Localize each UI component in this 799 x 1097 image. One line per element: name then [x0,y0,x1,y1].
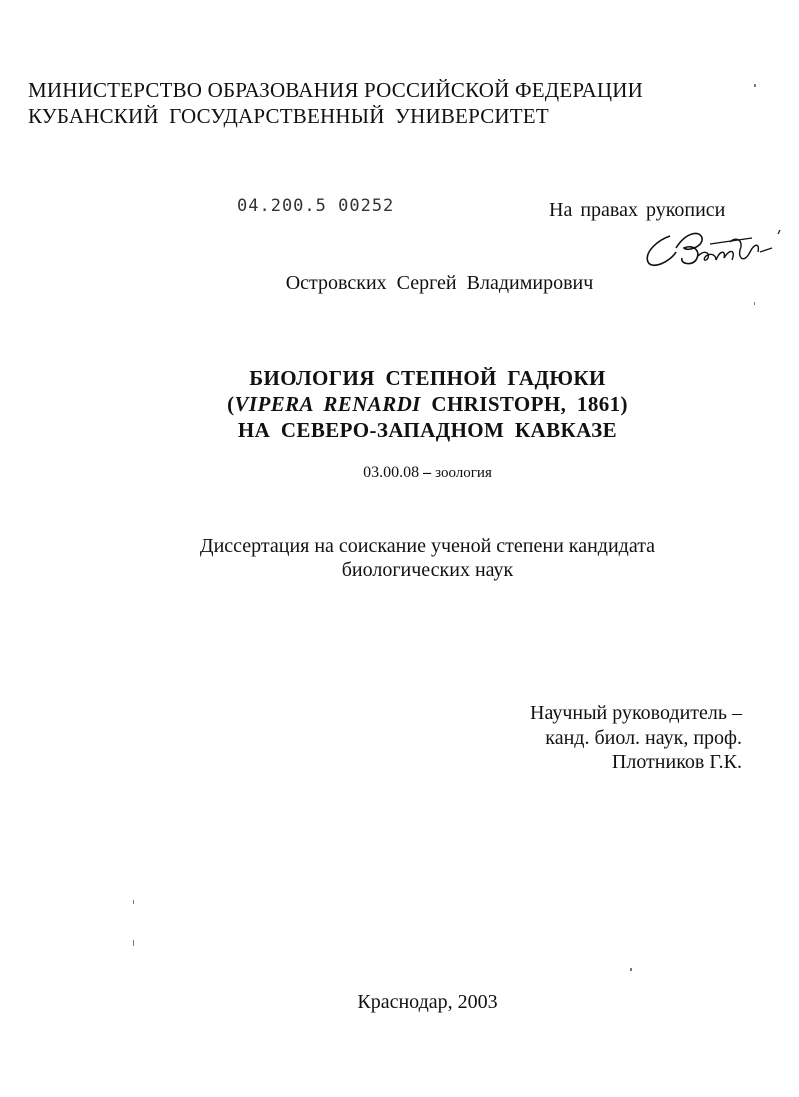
scan-speck [630,968,632,971]
thesis-title-line-1: БИОЛОГИЯ СТЕПНОЙ ГАДЮКИ [249,366,606,390]
scan-speck [754,84,756,87]
supervisor-label: Научный руководитель – [530,702,742,724]
specialty-number: 03.00.08 [363,464,420,481]
scan-speck [754,302,755,305]
title-paren: ( [227,392,235,416]
supervisor-name: Плотников Г.К. [611,751,742,773]
signature-icon [640,222,790,272]
specialty-field: зоология [435,465,492,481]
ministry-heading: МИНИСТЕРСТВО ОБРАЗОВАНИЯ РОССИЙСКОЙ ФЕДЕРАЦИИ [28,78,644,102]
university-heading: КУБАНСКИЙ ГОСУДАРСТВЕННЫЙ УНИВЕРСИТЕТ [28,104,549,128]
scan-speck [133,940,134,946]
city-and-year: Краснодар, 2003 [357,991,498,1013]
specialty-dash: – [419,464,436,481]
specialty-code [28,464,799,482]
thesis-title-line-2 [28,392,799,417]
archive-stamp: 04.200.5 00252 [237,196,395,216]
scan-speck [133,900,134,904]
manuscript-note: На правах рукописи [549,199,726,221]
dissertation-statement-line-2: биологических наук [341,559,514,581]
species-name: VIPERA RENARDI [234,392,421,416]
species-author: CHRISTOPH, 1861) [420,392,628,416]
supervisor-degree: канд. биол. наук, проф. [545,727,742,749]
thesis-title-line-3: НА СЕВЕРО-ЗАПАДНОМ КАВКАЗЕ [237,418,618,442]
author-name: Островских Сергей Владимирович [285,272,594,294]
dissertation-statement-line-1: Диссертация на соискание ученой степени кандидата [199,535,656,557]
